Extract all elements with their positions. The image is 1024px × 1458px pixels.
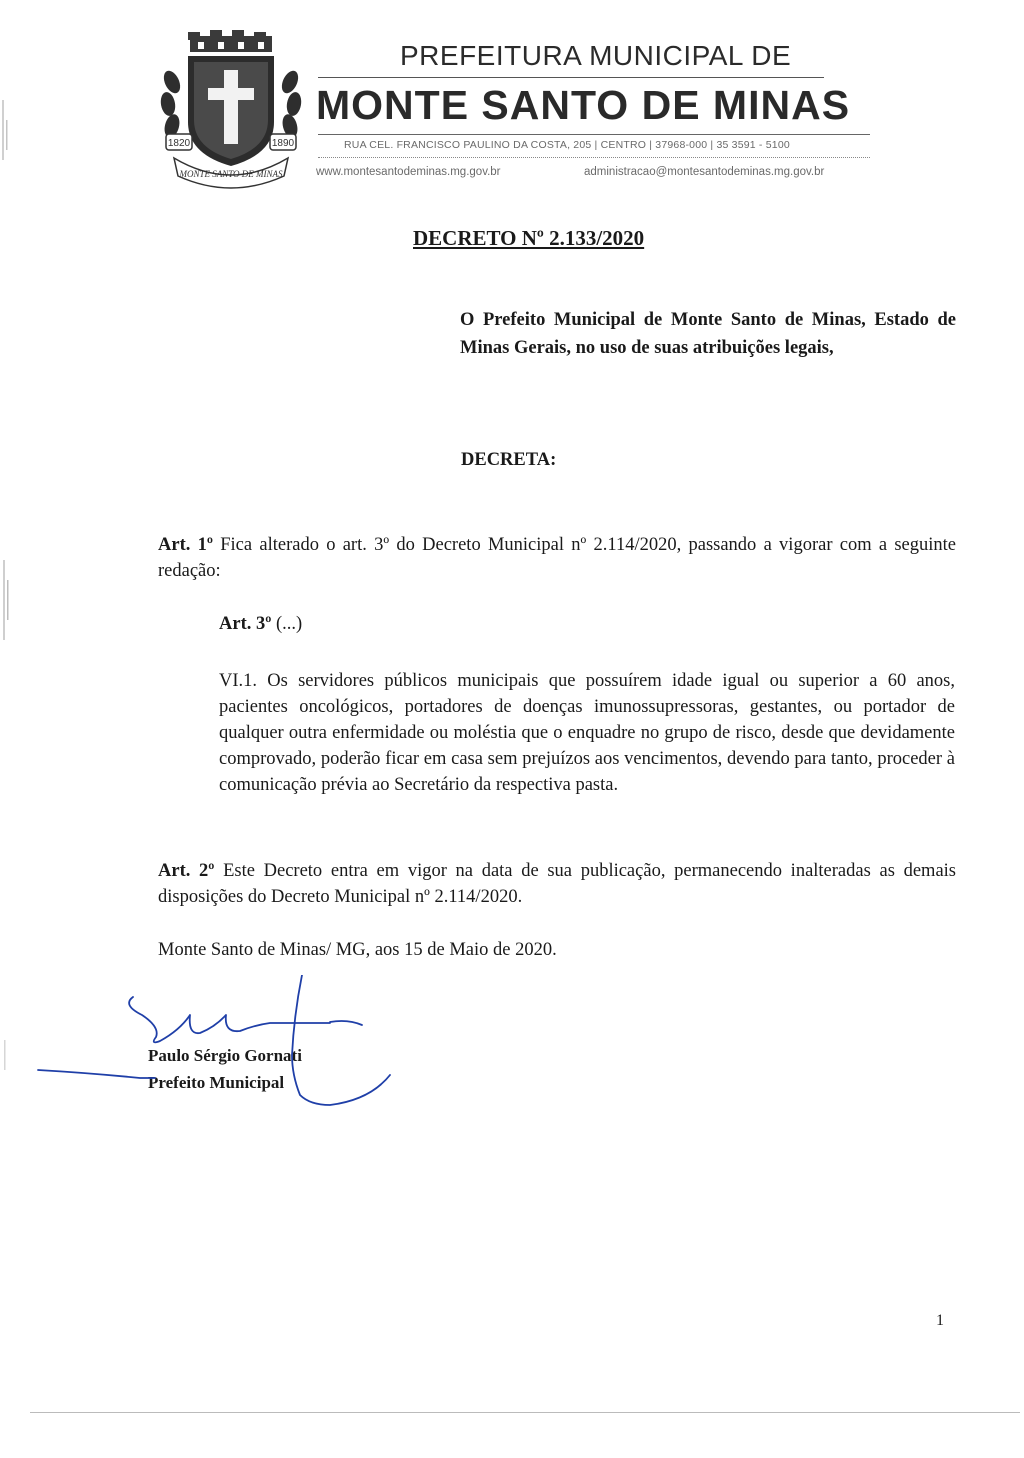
letterhead-divider — [318, 134, 870, 135]
crest-year-left: 1820 — [167, 138, 191, 149]
article-2-text: Este Decreto entra em vigor na data de sua publicação, permanecendo inalteradas as demais disposições do Decreto Municipal nº 2.114/2020. — [158, 861, 956, 907]
article-3-label: Art. 3º — [219, 614, 272, 634]
signatory-role: Prefeito Municipal — [148, 1073, 285, 1092]
article-1-label: Art. 1º — [158, 535, 213, 555]
letterhead-website: www.montesantodeminas.mg.gov.br — [316, 166, 501, 178]
signatory-name: Paulo Sérgio Gornati — [148, 1046, 302, 1065]
letterhead-divider — [318, 157, 870, 158]
letterhead-email: administracao@montesantodeminas.mg.gov.br — [584, 166, 825, 178]
crest-year-right: 1890 — [271, 138, 295, 149]
decree-preamble: O Prefeito Municipal de Monte Santo de Minas, Estado de Minas Gerais, no uso de suas atribuições legais, — [460, 310, 956, 358]
decree-title: DECRETO Nº 2.133/2020 — [413, 226, 645, 250]
handwritten-signature — [30, 975, 430, 1115]
letterhead-title: PREFEITURA MUNICIPAL DE — [400, 40, 792, 71]
crest-ribbon-text: MONTE SANTO DE MINAS — [179, 169, 283, 179]
letterhead-divider — [318, 77, 824, 78]
article-1 — [158, 532, 956, 584]
scan-edge-marks — [0, 80, 30, 1180]
item-vi1: VI.1. Os servidores públicos municipais que possuírem idade igual ou superior a 60 anos, pacientes oncológicos, portadores de doenças imunossupressoras, gestantes, ou portador de qualquer outra enfermidade ou moléstia que o enquadre no grupo de risco, desde que devidamente comprovado, poderão ficar em casa sem prejuízos aos vencimentos, devendo para tanto, proceder à comunicação prévia ao Secretário da respectiva pasta. — [219, 671, 955, 795]
letterhead-address: RUA CEL. FRANCISCO PAULINO DA COSTA, 205 | CENTRO | 37968-000 | 35 3591 - 5100 — [344, 139, 790, 151]
page-number: 1 — [936, 1312, 944, 1329]
municipality-name: MONTE SANTO DE MINAS — [316, 82, 851, 128]
article-1-text: Fica alterado o art. 3º do Decreto Municipal nº 2.114/2020, passando a vigorar com a seguinte redação: — [158, 535, 956, 581]
article-3-quote — [219, 614, 302, 635]
article-2-label: Art. 2º — [158, 861, 215, 881]
dateline: Monte Santo de Minas/ MG, aos 15 de Maio de 2020. — [158, 940, 557, 960]
municipal-crest-logo — [160, 30, 302, 190]
article-2 — [158, 858, 956, 910]
page-bottom-edge — [30, 1412, 1020, 1413]
article-3-text: (...) — [271, 614, 303, 634]
decreta-heading: DECRETA: — [461, 450, 557, 470]
